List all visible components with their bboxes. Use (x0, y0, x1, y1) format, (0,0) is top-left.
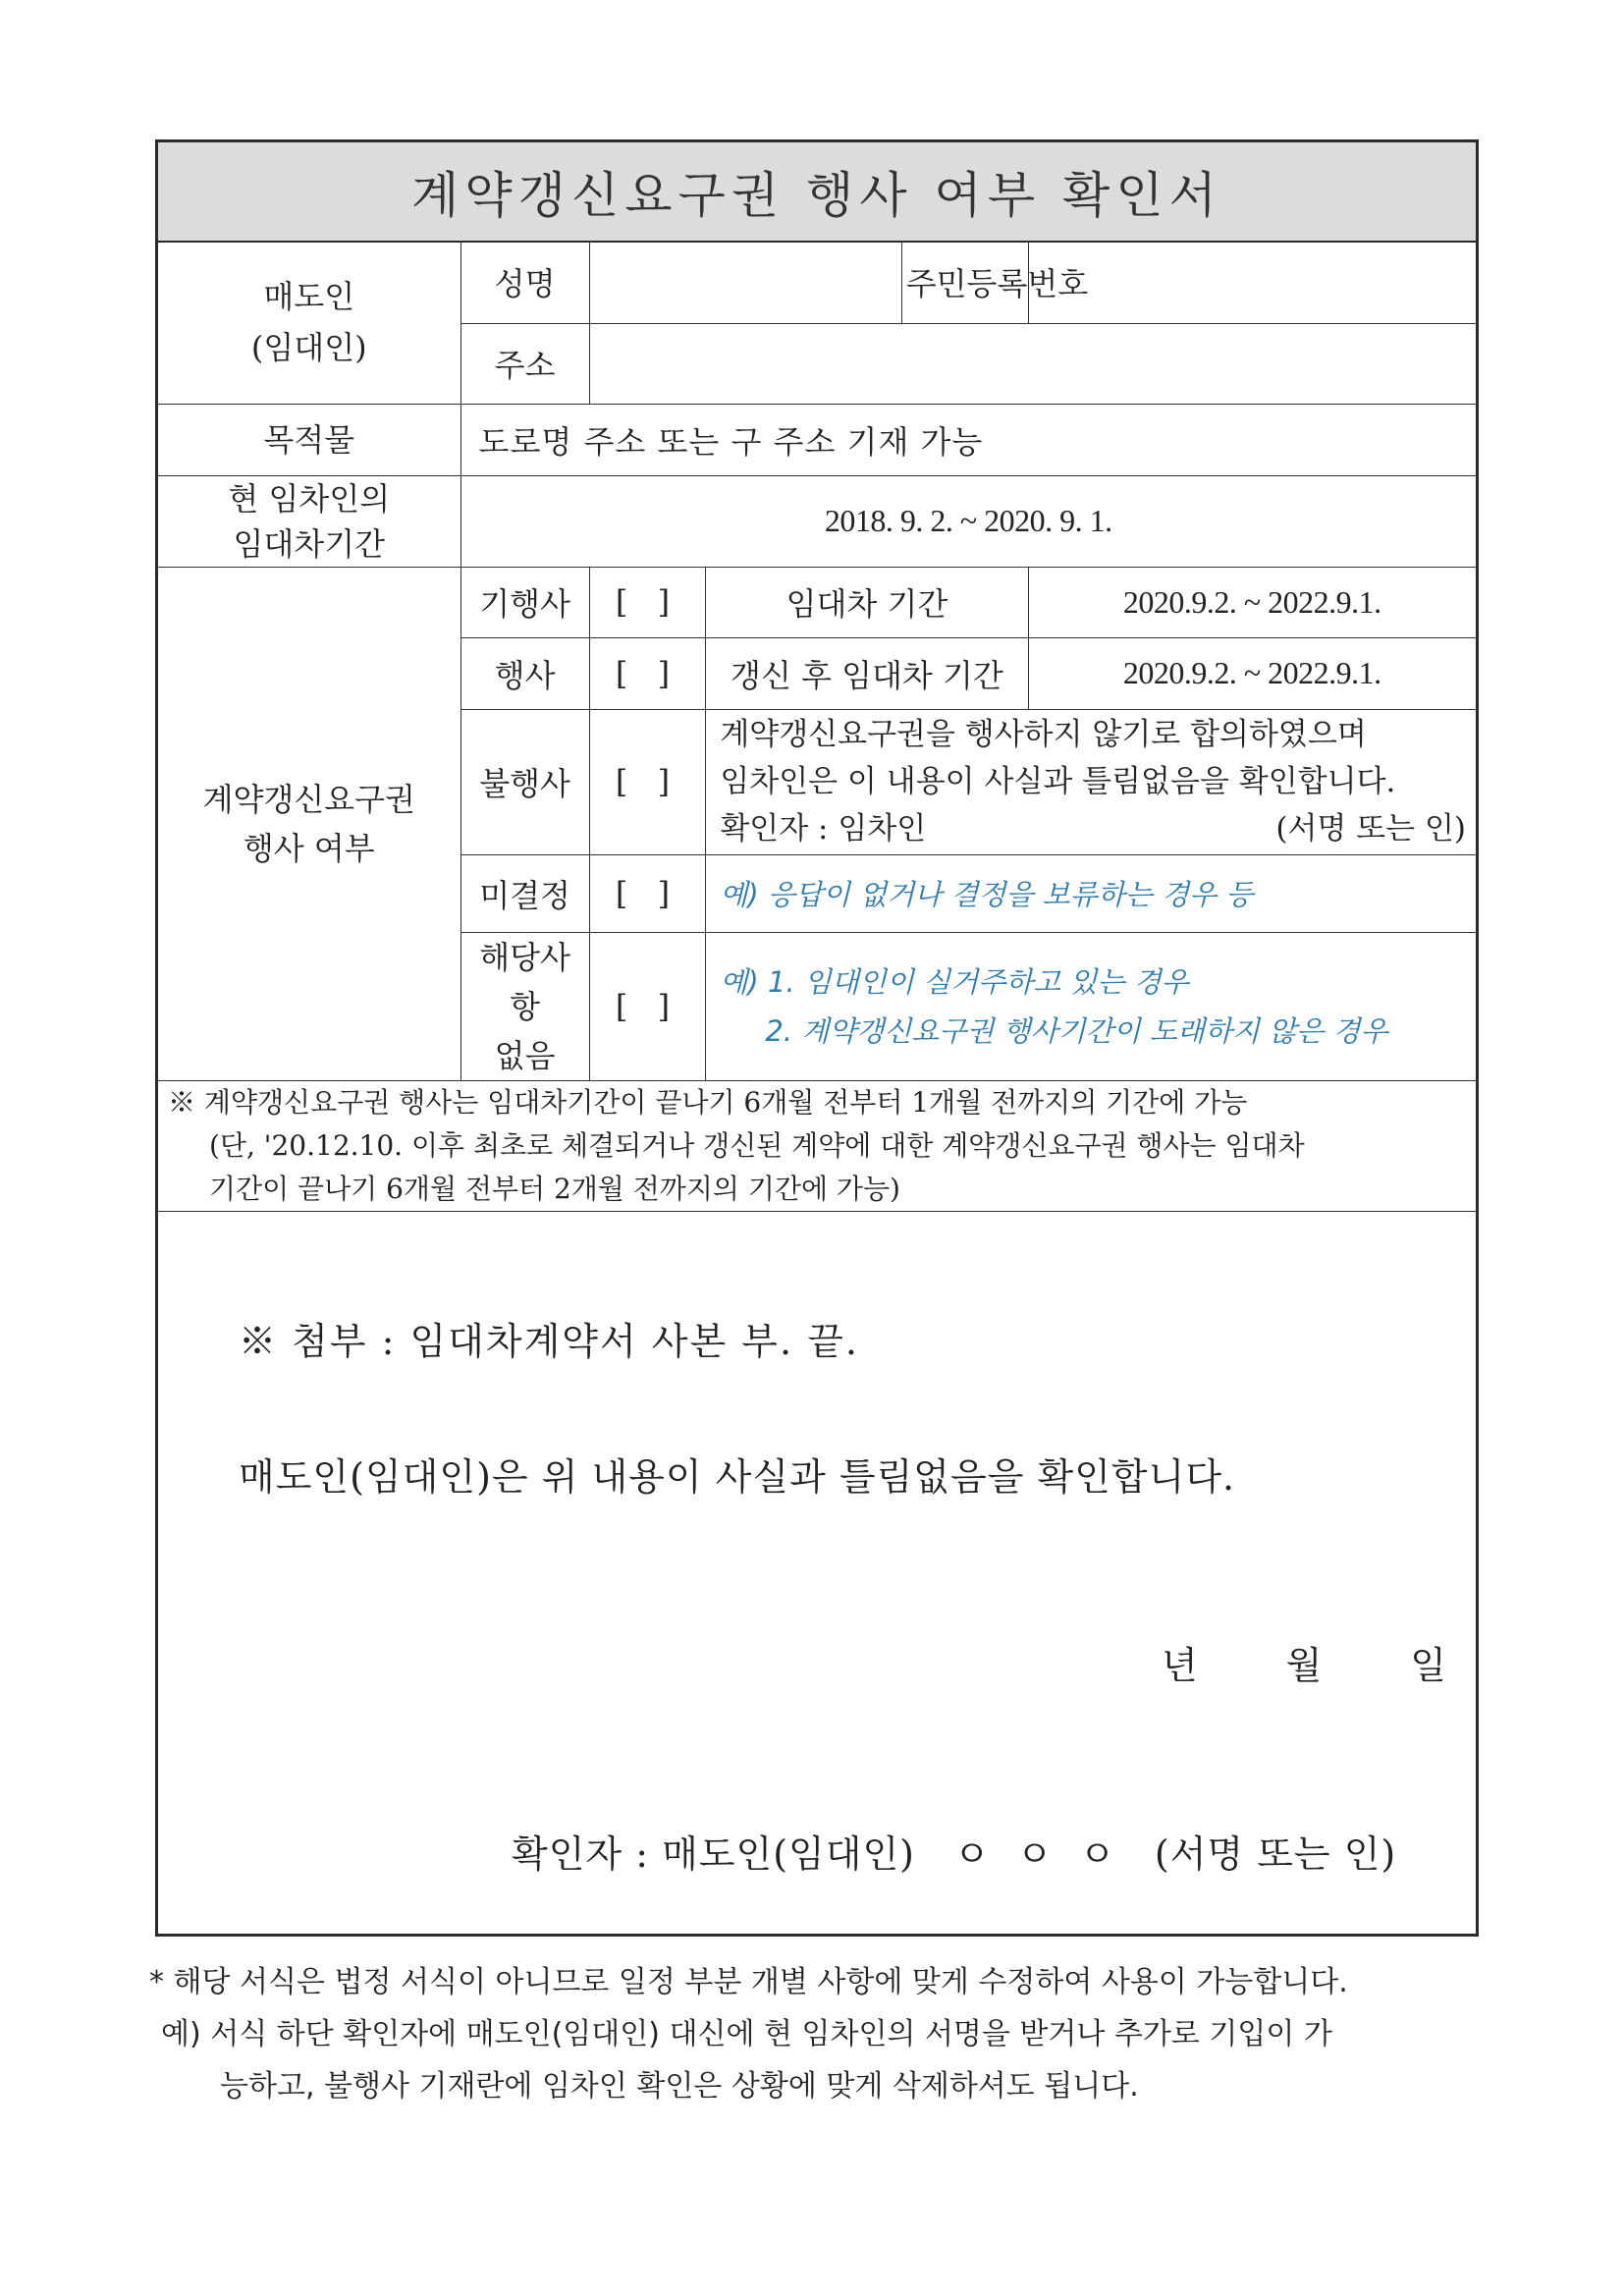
date-line (1162, 1635, 1446, 1689)
resident-no-label: 주민등록번호 (901, 241, 1028, 323)
not-exercise-text-line2: 임차인은 이 내용이 사실과 틀림없음을 확인합니다. (720, 764, 1396, 799)
object-label: 목적물 (158, 404, 460, 475)
form-table (158, 241, 1476, 1212)
notice-cell (158, 1080, 1476, 1211)
document-title: 계약갱신요구권 행사 여부 확인서 (158, 142, 1476, 243)
not-applicable-label-cell (460, 932, 589, 1080)
not-exercise-sign[interactable]: (서명 또는 인) (1275, 811, 1466, 847)
exercise-checkbox[interactable]: [ ] (589, 637, 706, 709)
attachment-line: ※ 첨부 : 임대차계약서 사본 부. 끝. (239, 1320, 859, 1363)
footnote-line3: 능하고, 불행사 기재란에 임차인 확인은 상황에 맞게 삭제하셔도 됩니다. (220, 2069, 1139, 2104)
object-value[interactable]: 도로명 주소 또는 구 주소 기재 가능 (460, 404, 1476, 475)
notice-row (158, 1080, 1476, 1211)
undecided-checkbox[interactable]: [ ] (589, 854, 706, 932)
address-label: 주소 (460, 323, 589, 404)
footnote-line2: 예) 서식 하단 확인자에 매도인(임대인) 대신에 현 임차인의 서명을 받거나 추가로 기입이 가 (161, 2017, 1332, 2051)
exercised-before-period-label: 임대차 기간 (706, 567, 1028, 637)
current-lease-label-line2: 임대차기간 (233, 524, 386, 563)
footnote (149, 1956, 1485, 2112)
not-exercise-confirm-line (720, 805, 1466, 852)
exercise-period-label: 갱신 후 임대차 기간 (706, 637, 1028, 709)
undecided-label: 미결정 (460, 854, 589, 932)
exercised-before-label: 기행사 (460, 567, 589, 637)
not-exercise-label: 불행사 (460, 709, 589, 854)
notice-line2: (단, '20.12.10. 이후 최초로 체결되거나 갱신된 계약에 대한 계약갱신요구권 행사는 임대차 (209, 1128, 1305, 1162)
name-label: 성명 (460, 241, 589, 323)
notice-line3: 기간이 끝나기 6개월 전부터 2개월 전까지의 기간에 가능) (209, 1172, 900, 1205)
confirmation-text: 매도인(임대인)은 위 내용이 사실과 틀림없음을 확인합니다. (239, 1455, 1236, 1499)
renewal-label-cell (158, 567, 460, 1080)
month-label[interactable]: 월 (1285, 1644, 1323, 1687)
name-field[interactable] (589, 241, 901, 323)
seller-label-line1: 매도인 (263, 277, 355, 315)
not-applicable-label-line1: 해당사항 (479, 938, 570, 1025)
day-label[interactable]: 일 (1410, 1644, 1446, 1687)
exercise-label: 행사 (460, 637, 589, 709)
seller-label-cell (158, 241, 460, 404)
exercised-before-period-value[interactable]: 2020.9.2. ~ 2022.9.1. (1028, 567, 1476, 637)
renewal-label-line1: 계약갱신요구권 (202, 780, 415, 818)
signer-line[interactable]: 확인자 : 매도인(임대인) ㅇ ㅇ ㅇ (서명 또는 인) (512, 1832, 1397, 1876)
undecided-example: 예) 응답이 없거나 결정을 보류하는 경우 등 (706, 854, 1476, 932)
object-row (158, 404, 1476, 475)
not-exercise-checkbox[interactable]: [ ] (589, 709, 706, 854)
notice-line1: ※ 계약갱신요구권 행사는 임대차기간이 끝나기 6개월 전부터 1개월 전까지의 기간에 가능 (168, 1085, 1248, 1119)
not-applicable-example-line1: 예) 1. 임대인이 실거주하고 있는 경우 (720, 964, 1189, 999)
not-exercise-confirmer: 확인자 : 임차인 (720, 811, 927, 847)
seller-row-name (158, 241, 1476, 323)
current-lease-row (158, 475, 1476, 567)
renewal-row-exercised-before (158, 567, 1476, 637)
not-exercise-text-line1: 계약갱신요구권을 행사하지 않기로 합의하였으며 (720, 717, 1367, 752)
not-applicable-example-cell (706, 932, 1476, 1080)
address-field[interactable] (589, 323, 1476, 404)
renewal-label-line2: 행사 여부 (243, 829, 375, 867)
year-label[interactable]: 년 (1162, 1644, 1198, 1687)
not-applicable-label-line2: 없음 (494, 1036, 556, 1074)
exercise-period-value[interactable]: 2020.9.2. ~ 2022.9.1. (1028, 637, 1476, 709)
seller-label-line2: (임대인) (250, 328, 367, 366)
footnote-line1: * 해당 서식은 법정 서식이 아니므로 일정 부분 개별 사항에 맞게 수정하여 사용이 가능합니다. (149, 1965, 1348, 1999)
resident-no-field[interactable] (1028, 241, 1476, 323)
not-exercise-text-cell (706, 709, 1476, 854)
exercised-before-checkbox[interactable]: [ ] (589, 567, 706, 637)
confirmation-form (155, 139, 1479, 1937)
not-applicable-checkbox[interactable]: [ ] (589, 932, 706, 1080)
current-lease-label-cell (158, 475, 460, 567)
current-lease-label-line1: 현 임차인의 (228, 479, 391, 518)
current-lease-period[interactable]: 2018. 9. 2. ~ 2020. 9. 1. (460, 475, 1476, 567)
not-applicable-example-line2: 2. 계약갱신요구권 행사기간이 도래하지 않은 경우 (765, 1013, 1388, 1048)
